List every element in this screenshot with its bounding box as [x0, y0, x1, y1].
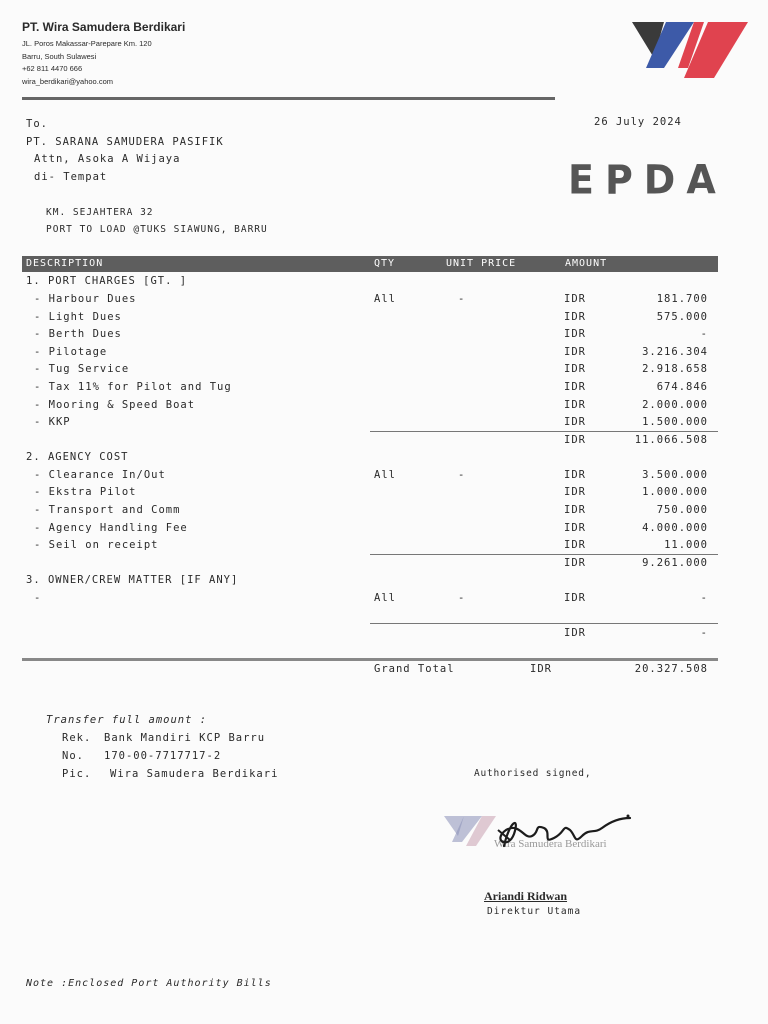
- header-unit-price: UNIT PRICE: [446, 258, 517, 269]
- footer-note: Note :Enclosed Port Authority Bills: [26, 978, 272, 989]
- table-row: - Light Dues IDR 575.000: [34, 311, 708, 323]
- section-title: 3. OWNER/CREW MATTER [IF ANY]: [26, 574, 239, 586]
- table-row: - Transport and Comm IDR 750.000: [34, 504, 708, 516]
- section-title: 1. PORT CHARGES [GT. ]: [26, 275, 188, 287]
- company-email: wira_berdikari@yahoo.com: [22, 77, 113, 86]
- authorised-signed: Authorised signed,: [474, 768, 592, 779]
- subtotal-row: IDR 9.261.000: [564, 557, 708, 569]
- company-name: PT. Wira Samudera Berdikari: [22, 20, 186, 34]
- header-description: DESCRIPTION: [26, 258, 104, 269]
- subtotal-row: IDR -: [564, 627, 708, 639]
- letterhead-divider: [22, 97, 555, 100]
- company-phone: +62 811 4470 666: [22, 64, 83, 73]
- company-address-1: JL. Poros Makassar-Parepare Km. 120: [22, 39, 152, 48]
- document-title: EPDA: [568, 156, 727, 204]
- table-row: - Tax 11% for Pilot and Tug IDR 674.846: [34, 381, 708, 393]
- account-no-label: No.: [62, 750, 84, 762]
- table-header: [22, 256, 718, 272]
- transfer-intro: Transfer full amount :: [46, 714, 208, 726]
- table-row: - All - IDR -: [34, 592, 708, 604]
- table-row: - Harbour Dues All - IDR 181.700: [34, 293, 708, 305]
- attn: Attn, Asoka A Wijaya: [34, 153, 181, 165]
- subtotal-row: IDR 11.066.508: [564, 434, 708, 446]
- stamp-text: Wira Samudera Berdikari: [494, 838, 607, 850]
- table-row: - Ekstra Pilot IDR 1.000.000: [34, 486, 708, 498]
- to-label: To.: [26, 118, 48, 130]
- table-row: - Pilotage IDR 3.216.304: [34, 346, 708, 358]
- header-amount: AMOUNT: [565, 258, 608, 269]
- place: di- Tempat: [34, 171, 108, 183]
- header-qty: QTY: [374, 258, 396, 269]
- subtotal-divider: [370, 554, 718, 555]
- pic-label: Pic.: [62, 768, 92, 780]
- pic-name: Wira Samudera Berdikari: [110, 768, 279, 780]
- company-address-2: Barru, South Sulawesi: [22, 52, 97, 61]
- vessel-name: KM. SEJAHTERA 32: [46, 207, 154, 218]
- table-row: - Tug Service IDR 2.918.658: [34, 363, 708, 375]
- to-company: PT. SARANA SAMUDERA PASIFIK: [26, 136, 224, 148]
- table-row: - Berth Dues IDR -: [34, 328, 708, 340]
- grand-total-currency: IDR: [530, 663, 552, 675]
- table-row: - Mooring & Speed Boat IDR 2.000.000: [34, 399, 708, 411]
- bank-name: Bank Mandiri KCP Barru: [104, 732, 266, 744]
- signatory-title: Direktur Utama: [487, 906, 582, 917]
- table-row: - Seil on receipt IDR 11.000: [34, 539, 708, 551]
- subtotal-divider: [370, 623, 718, 624]
- section-title: 2. AGENCY COST: [26, 451, 129, 463]
- table-row: - KKP IDR 1.500.000: [34, 416, 708, 428]
- company-logo: [632, 20, 748, 80]
- handwritten-signature: [470, 810, 640, 860]
- table-row: - Agency Handling Fee IDR 4.000.000: [34, 522, 708, 534]
- document-date: 26 July 2024: [594, 116, 682, 128]
- grand-total-amount: 20.327.508: [634, 663, 708, 675]
- grand-total-row: [0, 663, 768, 680]
- account-no: 170-00-7717717-2: [104, 750, 222, 762]
- signatory-name: Ariandi Ridwan: [484, 889, 568, 903]
- grand-total-divider: [22, 658, 718, 661]
- subtotal-divider: [370, 431, 718, 432]
- grand-total-label: Grand Total: [374, 663, 455, 675]
- table-row: - Clearance In/Out All - IDR 3.500.000: [34, 469, 708, 481]
- port-info: PORT TO LOAD @TUKS SIAWUNG, BARRU: [46, 224, 268, 235]
- bank-label: Rek.: [62, 732, 92, 744]
